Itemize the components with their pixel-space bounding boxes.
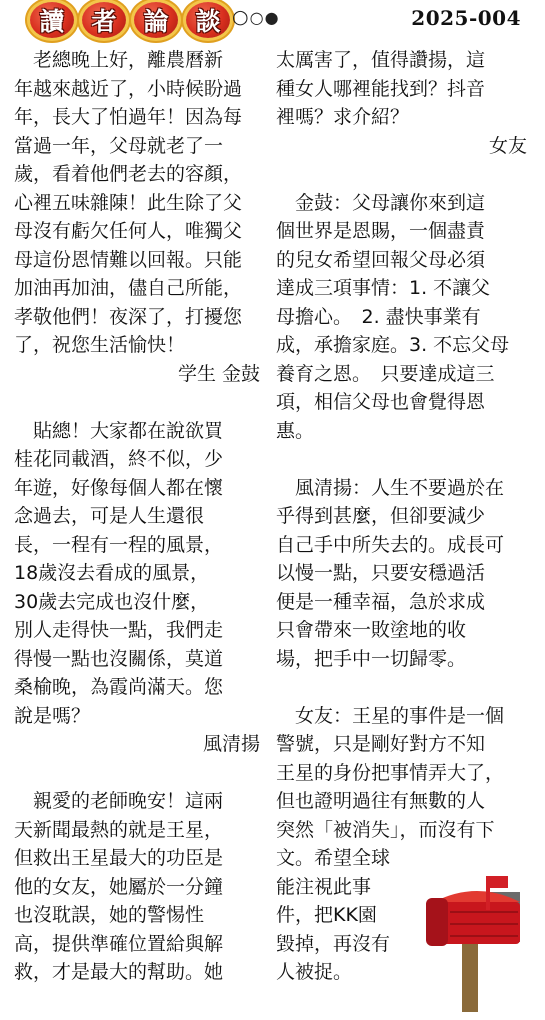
text-line: 成，承擔家庭。3. 不忘父母 <box>276 334 510 356</box>
text-line: 念過去，可是人生還很 <box>14 505 205 527</box>
issue-number: 2025-004 <box>411 6 521 30</box>
title-badge-3: 論 <box>134 2 178 38</box>
text-line: 但也證明過往有無數的人 <box>276 790 486 812</box>
text-line: 件，把KK園 <box>276 904 377 926</box>
text-line: 孝敬他們！夜深了，打擾您 <box>14 305 243 328</box>
text-line: 警號，只是剛好對方不知 <box>276 733 486 755</box>
dot-icon: ● <box>264 8 280 27</box>
signature-text: 女友 <box>488 134 527 157</box>
text-line: 突然「被消失」，而沒有下 <box>276 818 495 841</box>
text-line: 別人走得快一點，我們走 <box>14 619 224 641</box>
text-line: 說是嗎？ <box>14 704 91 727</box>
text-line: 心裡五味雜陳！此生除了父 <box>14 191 243 214</box>
mailbox-icon <box>410 872 530 1012</box>
signature <box>276 132 531 161</box>
text-line: 也沒耽誤，她的警惕性 <box>14 904 205 926</box>
text-line: 但救出王星最大的功臣是 <box>14 847 224 869</box>
header <box>0 0 545 40</box>
text-line: 毀掉，再沒有 <box>276 932 391 955</box>
text-line: 天新聞最熱的就是王星， <box>14 818 224 841</box>
text-line: 加油再加油，儘自己所能， <box>14 277 243 299</box>
text-line <box>276 445 531 474</box>
signature-text: 学生 金鼓 <box>177 362 260 385</box>
text-line: 達成三項事情：1. 不讓父 <box>276 277 491 299</box>
text-line: 母這份恩情難以回報。只能 <box>14 248 243 271</box>
text-line: 親愛的老師晚安！這兩 <box>14 790 224 812</box>
text-line: 年越來越近了，小時候盼過 <box>14 77 243 100</box>
text-line: 他的女友，她屬於一分鐘 <box>14 875 224 898</box>
text-line: 太厲害了，值得讚揚，這 <box>276 49 486 71</box>
title-badge-4: 談 <box>186 2 230 38</box>
text-line: 母擔心。 2. 盡快事業有 <box>276 305 481 328</box>
text-line: 項，相信父母也會覺得恩 <box>276 391 486 413</box>
text-line: 貼總！大家都在說欲買 <box>14 419 224 442</box>
text-line <box>14 759 264 788</box>
text-line: 場，把手中一切歸零。 <box>276 647 467 670</box>
title-badge-2: 者 <box>82 2 126 38</box>
page-dots <box>232 8 280 27</box>
text-line: 只會帶來一敗塗地的收 <box>276 619 467 641</box>
text-line: 桂花同載酒，終不似，少 <box>14 448 224 470</box>
text-line: 高，提供準確位置給與解 <box>14 932 224 955</box>
text-line: 母沒有虧欠任何人，唯獨父 <box>14 220 243 242</box>
dot-icon: ○ <box>249 8 265 27</box>
left-column <box>14 46 264 987</box>
signature <box>14 730 264 759</box>
text-line: 桑榆晚，為霞尚滿天。您 <box>14 676 224 698</box>
text-line: 老總晚上好，離農曆新 <box>14 49 224 71</box>
text-line: 便是一種幸福，急於求成 <box>276 590 486 613</box>
text-line: 文。希望全球 <box>276 847 391 869</box>
signature-text: 風清揚 <box>202 733 260 755</box>
text-line: 救，才是最大的幫助。她 <box>14 961 224 983</box>
text-line: 女友：王星的事件是一個 <box>276 704 505 727</box>
text-line: 歲，看着他們老去的容顏， <box>14 163 243 185</box>
text-line: 18歲沒去看成的風景， <box>14 562 210 584</box>
text-line: 乎得到甚麼，但卻要減少 <box>276 505 486 527</box>
text-line: 得慢一點也沒關係，莫道 <box>14 647 224 670</box>
text-line: 裡嗎？求介紹？ <box>276 106 410 128</box>
text-line: 養育之恩。 只要達成這三 <box>276 362 495 385</box>
text-line: 金鼓：父母讓你來到這 <box>276 191 486 214</box>
text-line: 30歲去完成也沒什麼， <box>14 590 210 613</box>
dot-icon: ○ <box>232 6 250 28</box>
text-line: 個世界是恩賜，一個盡責 <box>276 220 486 242</box>
text-line: 惠。 <box>276 419 315 442</box>
signature <box>14 360 264 389</box>
text-line: 長，一程有一程的風景， <box>14 533 224 556</box>
text-line: 的兒女希望回報父母必須 <box>276 248 486 271</box>
text-line <box>14 388 264 417</box>
text-line: 當過一年，父母就老了一 <box>14 134 224 157</box>
title-badge-1: 讀 <box>30 2 74 38</box>
text-line: 了，祝您生活愉快！ <box>14 334 186 356</box>
text-line: 能注視此事 <box>276 875 372 898</box>
text-line <box>276 160 531 189</box>
right-column <box>276 46 531 987</box>
text-line: 王星的身份把事情弄大了， <box>276 761 505 784</box>
text-line <box>276 673 531 702</box>
text-line: 人被捉。 <box>276 961 353 983</box>
text-line: 種女人哪裡能找到？抖音 <box>276 77 486 100</box>
text-line: 風清揚：人生不要過於在 <box>276 476 505 499</box>
text-line: 自己手中所失去的。成長可 <box>276 533 505 556</box>
text-line: 以慢一點，只要安穩過活 <box>276 562 486 584</box>
text-line: 年，長大了怕過年！因為每 <box>14 106 243 128</box>
text-line: 年遊，好像每個人都在懷 <box>14 476 224 499</box>
